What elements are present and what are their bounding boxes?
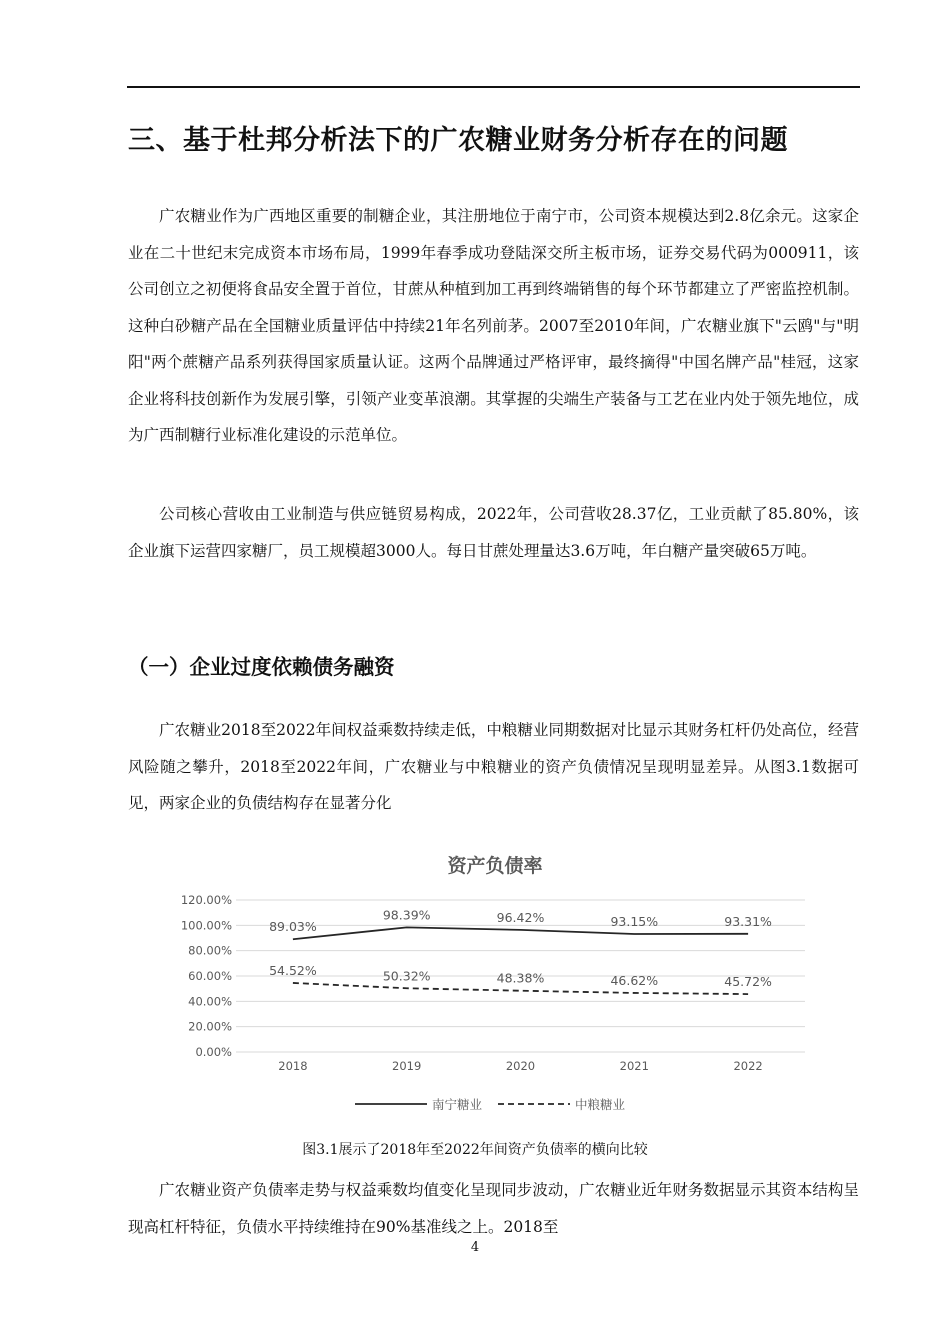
legend-label: 中粮糖业 <box>575 1097 626 1112</box>
data-label: 89.03% <box>269 919 317 935</box>
x-tick-label: 2019 <box>392 1059 422 1073</box>
x-tick-label: 2022 <box>733 1059 763 1073</box>
subsection-paragraph: 广农糖业2018至2022年间权益乘数持续走低，中粮糖业同期数据对比显示其财务杠杆仍处高位，经营风险随之攀升，2018至2022年间，广农糖业与中粮糖业的资产负债情况呈现明显差异。从图3.1数据可见，两家企业的负债结构存在显著分化 <box>128 721 859 812</box>
y-tick-label: 100.00% <box>180 918 232 933</box>
page-number: 4 <box>470 1240 480 1255</box>
y-tick-label: 80.00% <box>188 943 232 958</box>
y-tick-label: 60.00% <box>188 969 232 983</box>
data-label: 45.72% <box>724 974 772 990</box>
subsection-title: （一）企业过度依赖债务融资 <box>128 655 395 679</box>
data-label: 46.62% <box>610 972 659 988</box>
data-label: 50.32% <box>382 968 431 984</box>
x-tick-label: 2020 <box>505 1059 536 1073</box>
data-label: 54.52% <box>269 962 317 978</box>
data-label: 96.42% <box>496 909 545 925</box>
data-label: 93.15% <box>610 914 659 930</box>
y-tick-label: 40.00% <box>188 994 232 1009</box>
figure-caption: 图3.1展示了2018年至2022年间资产负债率的横向比较 <box>302 1142 648 1158</box>
y-tick-label: 20.00% <box>188 1019 232 1034</box>
section-title: 三、基于杜邦分析法下的广农糖业财务分析存在的问题 <box>128 125 788 156</box>
x-tick-label: 2018 <box>278 1059 308 1073</box>
header-rule <box>127 86 860 88</box>
chart-svg <box>180 845 810 1120</box>
data-label: 48.38% <box>496 970 545 986</box>
chart-title: 资产负债率 <box>447 855 543 877</box>
revenue-paragraph: 公司核心营收由工业制造与供应链贸易构成，2022年，公司营收28.37亿，工业贡献了85.80%，该企业旗下运营四家糖厂，员工规模超3000人。每日甘蔗处理量达3.6万吨，年白糖产量突破65万吨。 <box>128 505 859 560</box>
data-label: 98.39% <box>382 907 431 923</box>
data-label: 93.31% <box>724 913 772 929</box>
y-tick-label: 0.00% <box>195 1045 232 1059</box>
x-tick-label: 2021 <box>619 1059 649 1073</box>
intro-paragraph: 广农糖业作为广西地区重要的制糖企业，其注册地位于南宁市，公司资本规模达到2.8亿余元。这家企业在二十世纪末完成资本市场布局，1999年春季成功登陆深交所主板市场，证券交易代码为000911，该公司创立之初便将食品安全置于首位，甘蔗从种植到加工再到终端销售的每个环节都建立了严密监控机制。这种白砂糖产品在全国糖业质量评估中持续21年名列前茅。2007至2010年间，广农糖业旗下"云鸥"与"明阳"两个蔗糖产品系列获得国家质量认证。这两个品牌通过严格评审，最终摘得"中国名牌产品"桂冠，这家企业将科技创新作为发展引擎，引领产业变革浪潮。其掌握的尖端生产装备与工艺在业内处于领先地位，成为广西制糖行业标准化建设的示范单位。 <box>128 207 859 444</box>
legend-label: 南宁糖业 <box>432 1097 483 1112</box>
series-line-1 <box>293 927 748 939</box>
debt-ratio-chart <box>180 845 810 1120</box>
after-chart-paragraph: 广农糖业资产负债率走势与权益乘数均值变化呈现同步波动，广农糖业近年财务数据显示其资本结构呈现高杠杆特征，负债水平持续维持在90%基准线之上。2018至 <box>128 1181 859 1236</box>
y-tick-label: 120.00% <box>180 893 232 907</box>
